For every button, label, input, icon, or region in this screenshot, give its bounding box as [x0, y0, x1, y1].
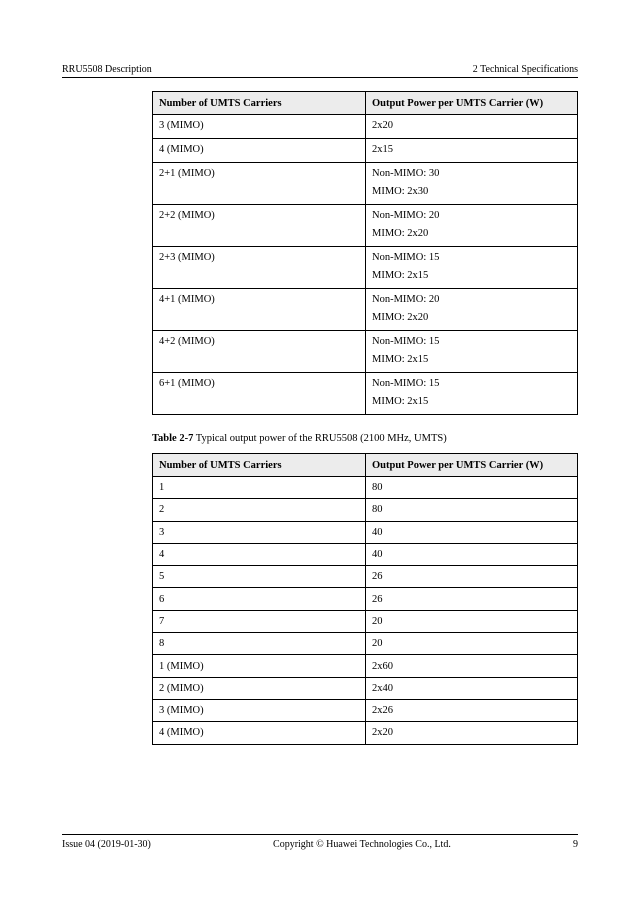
cell-power: 2x60 — [366, 655, 578, 677]
output-power-table-2100 — [152, 453, 578, 745]
table-row — [153, 610, 578, 632]
footer-issue: Issue 04 (2019-01-30) — [62, 839, 151, 850]
cell-power-line: Non-MIMO: 15 — [372, 336, 440, 347]
cell-power-line: Non-MIMO: 20 — [372, 210, 440, 221]
table-row — [153, 373, 578, 415]
cell-power-line: 2x20 — [372, 120, 393, 131]
cell-carriers: 2+3 (MIMO) — [153, 247, 366, 289]
table-row — [153, 588, 578, 610]
cell-power — [366, 205, 578, 247]
cell-carriers: 2+2 (MIMO) — [153, 205, 366, 247]
cell-carriers: 4 (MIMO) — [153, 139, 366, 163]
table-caption — [152, 433, 447, 444]
cell-carriers: 3 (MIMO) — [153, 699, 366, 721]
output-power-table-mimo — [152, 91, 578, 415]
page-header — [62, 64, 578, 78]
cell-power-line: 2x15 — [372, 144, 393, 155]
cell-power-line: Non-MIMO: 15 — [372, 252, 440, 263]
header-doc-title: RRU5508 Description — [62, 64, 152, 75]
table-row — [153, 247, 578, 289]
table-row — [153, 139, 578, 163]
cell-power — [366, 115, 578, 139]
cell-power: 2x26 — [366, 699, 578, 721]
cell-power — [366, 247, 578, 289]
cell-power — [366, 373, 578, 415]
cell-power: 80 — [366, 477, 578, 499]
cell-carriers: 3 (MIMO) — [153, 115, 366, 139]
cell-power — [366, 331, 578, 373]
cell-power: 2x40 — [366, 677, 578, 699]
cell-power: 80 — [366, 499, 578, 521]
table-row — [153, 331, 578, 373]
cell-power-line: MIMO: 2x15 — [372, 354, 429, 365]
cell-power: 2x20 — [366, 722, 578, 744]
table-header-row — [153, 454, 578, 477]
table-row — [153, 722, 578, 744]
table-row — [153, 289, 578, 331]
cell-carriers: 5 — [153, 566, 366, 588]
cell-power: 20 — [366, 610, 578, 632]
cell-power-line: MIMO: 2x20 — [372, 228, 429, 239]
cell-carriers: 7 — [153, 610, 366, 632]
page-footer — [62, 834, 578, 850]
cell-power-line: MIMO: 2x30 — [372, 186, 429, 197]
table-row — [153, 163, 578, 205]
cell-power-line: Non-MIMO: 15 — [372, 378, 440, 389]
cell-carriers: 8 — [153, 633, 366, 655]
cell-carriers: 4 — [153, 543, 366, 565]
table-row — [153, 699, 578, 721]
cell-power — [366, 289, 578, 331]
cell-power-line: MIMO: 2x15 — [372, 270, 429, 281]
cell-power: 40 — [366, 543, 578, 565]
header-chapter: 2 Technical Specifications — [472, 64, 578, 75]
column-header-power: Output Power per UMTS Carrier (W) — [366, 454, 578, 477]
cell-power: 20 — [366, 633, 578, 655]
table-row — [153, 543, 578, 565]
cell-carriers: 1 — [153, 477, 366, 499]
column-header-carriers: Number of UMTS Carriers — [153, 92, 366, 115]
table-caption-text: Typical output power of the RRU5508 (2100 MHz, UMTS) — [193, 433, 447, 444]
page-number: 9 — [573, 839, 578, 850]
cell-power: 26 — [366, 566, 578, 588]
cell-power-line: Non-MIMO: 20 — [372, 294, 440, 305]
table-row — [153, 566, 578, 588]
table-row — [153, 499, 578, 521]
cell-carriers: 1 (MIMO) — [153, 655, 366, 677]
cell-power: 26 — [366, 588, 578, 610]
table-row — [153, 521, 578, 543]
column-header-power: Output Power per UMTS Carrier (W) — [366, 92, 578, 115]
cell-power-line: MIMO: 2x20 — [372, 312, 429, 323]
table-header-row — [153, 92, 578, 115]
table-row — [153, 655, 578, 677]
column-header-carriers: Number of UMTS Carriers — [153, 454, 366, 477]
cell-carriers: 2+1 (MIMO) — [153, 163, 366, 205]
cell-carriers: 4+2 (MIMO) — [153, 331, 366, 373]
table-row — [153, 477, 578, 499]
cell-carriers: 4+1 (MIMO) — [153, 289, 366, 331]
cell-power-line: MIMO: 2x15 — [372, 396, 429, 407]
cell-carriers: 2 — [153, 499, 366, 521]
cell-carriers: 6+1 (MIMO) — [153, 373, 366, 415]
cell-power-line: Non-MIMO: 30 — [372, 168, 440, 179]
cell-power — [366, 139, 578, 163]
cell-power — [366, 163, 578, 205]
table-row — [153, 115, 578, 139]
cell-carriers: 3 — [153, 521, 366, 543]
table-row — [153, 205, 578, 247]
footer-copyright: Copyright © Huawei Technologies Co., Ltd. — [273, 839, 451, 850]
cell-carriers: 6 — [153, 588, 366, 610]
cell-power: 40 — [366, 521, 578, 543]
table-caption-label: Table 2-7 — [152, 433, 194, 444]
cell-carriers: 2 (MIMO) — [153, 677, 366, 699]
table-row — [153, 677, 578, 699]
cell-carriers: 4 (MIMO) — [153, 722, 366, 744]
table-row — [153, 633, 578, 655]
